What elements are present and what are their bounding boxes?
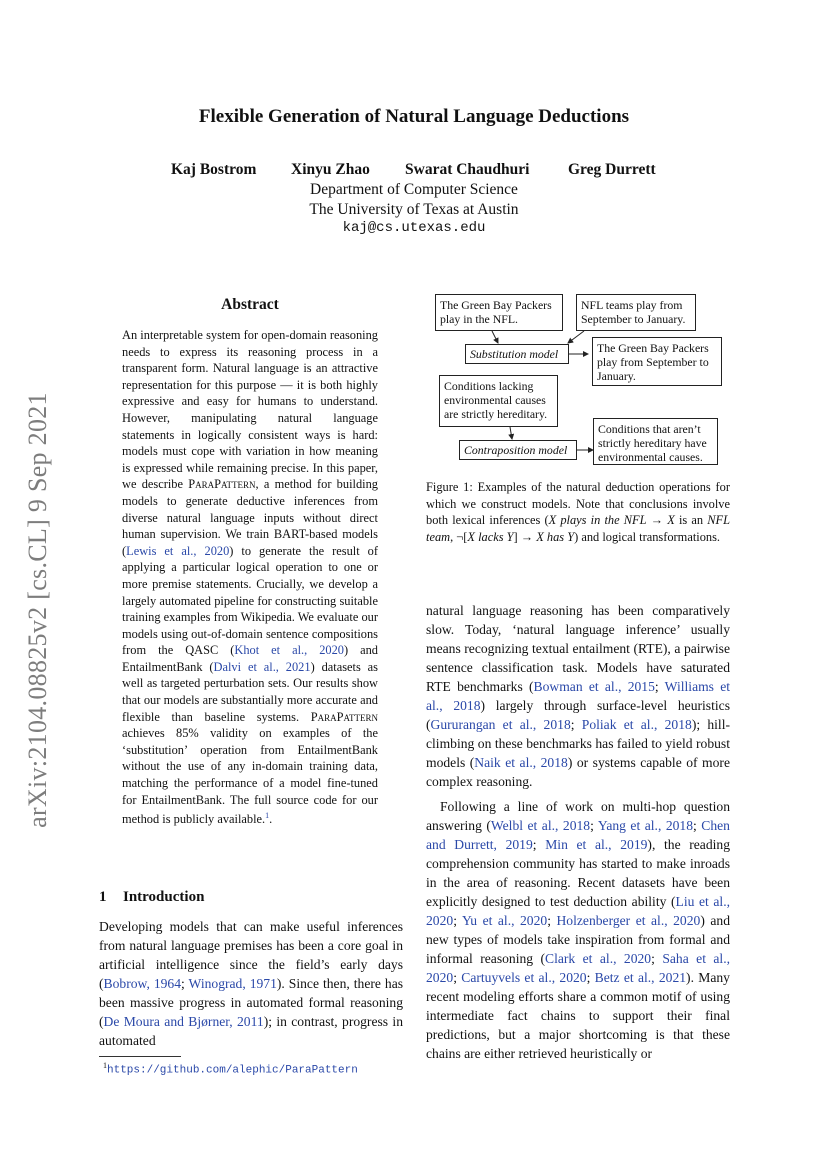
abstract-text: , a method for building models to generate deductive inferences from diverse natural language inputs without direct human supervision. We train BART-based models (: [122, 477, 378, 558]
citation-link[interactable]: Saha et al., 2020: [426, 951, 730, 985]
section-heading: [99, 889, 204, 906]
citation-link[interactable]: Poliak et al., 2018: [581, 717, 692, 732]
method-name: ParaPattern: [188, 477, 256, 492]
citation-link[interactable]: Lewis et al., 2020: [126, 543, 230, 558]
citation-link[interactable]: Welbl et al., 2018: [490, 818, 591, 833]
abstract-text: ) to generate the result of applying a particular logical operation to one or more premise statements. Crucially, we develop a largely automated pipeline for constructing suitable training examples from Wikipedia. We evaluate our models using out-of-domain sentence compositions from the QASC (: [122, 543, 379, 658]
citation-link[interactable]: Chen and Durrett, 2019: [426, 818, 730, 852]
body-text: ) and new types of models take inspiration from formal and informal reasoning (: [426, 913, 730, 966]
author-name: Greg Durrett: [568, 161, 656, 178]
caption-italic: X has Y: [536, 529, 575, 544]
footnote: [103, 1061, 358, 1077]
author-name: Swarat Chaudhuri: [405, 161, 530, 178]
abstract-text: An interpretable system for open-domain reasoning needs to express its reasoning process in a transparent form. Natural language is an attractive representation for this purpose — it is both highly expressive and easy for humans to understand. However, manipulating natural language statements in logically consistent ways is hard: models must cope with variation in how meaning is expressed while remaining precise. In this paper, we describe: [122, 328, 378, 492]
citation-link[interactable]: Gururangan et al., 2018: [430, 717, 571, 732]
citation-link[interactable]: Yu et al., 2020: [461, 913, 548, 928]
body-text: ;: [547, 913, 557, 928]
affiliation-university: The University of Texas at Austin: [309, 201, 519, 218]
right-column-body: [426, 601, 730, 1063]
caption-text: Figure 1: Examples of the natural deduction operations for which we construct models. Note that conclusions involve both lexical inferences (: [426, 480, 730, 528]
figure-caption: [426, 479, 730, 545]
body-text: ). Since then, there has been massive progress in automated formal reasoning (: [99, 976, 404, 1029]
citation-link[interactable]: Bowman et al., 2015: [533, 679, 655, 694]
citation-link[interactable]: Holzenberger et al., 2020: [556, 913, 701, 928]
caption-italic: X lacks Y: [467, 529, 514, 544]
caption-text: ) and logical transformations.: [574, 529, 721, 544]
affiliation-department: Department of Computer Science: [310, 181, 518, 198]
citation-link[interactable]: Min et al., 2019: [545, 837, 648, 852]
citation-link[interactable]: Williams et al., 2018: [426, 679, 730, 713]
citation-link[interactable]: Winograd, 1971: [188, 976, 277, 991]
body-text: ;: [181, 976, 189, 991]
body-text: ;: [654, 679, 665, 694]
caption-italic: NFL team: [426, 513, 730, 544]
footnote-number: 1: [103, 1061, 107, 1070]
body-text: Following a line of work on multi-hop question answering (: [426, 799, 730, 833]
caption-text: ] →: [513, 529, 537, 544]
body-text: ;: [586, 970, 595, 985]
body-text: ); hill-climbing on these benchmarks has failed to yield robust models (: [426, 717, 730, 770]
abstract-text: .: [269, 812, 273, 827]
body-text: Developing models that can make useful inferences from natural language premises has been a core goal in artificial intelligence since the field’s early days (: [99, 919, 403, 991]
citation-link[interactable]: Yang et al., 2018: [597, 818, 694, 833]
conclusion-box: Conditions that aren’t strictly hereditary have environmental causes.: [593, 418, 718, 465]
citation-link[interactable]: Khot et al., 2020: [234, 643, 344, 658]
caption-italic: X: [667, 513, 675, 528]
body-paragraph: [426, 601, 730, 791]
body-text: ;: [453, 913, 462, 928]
body-text: ), the reading comprehension community has started to make inroads in the area of reasoning. Recent datasets have been explicitly designed to test deduction ability (: [426, 837, 731, 909]
footnote-url[interactable]: https://github.com/alephic/ParaPattern: [107, 1064, 358, 1077]
body-text: ) or systems capable of more complex reasoning.: [426, 755, 730, 789]
premise-box: NFL teams play from September to January.: [576, 294, 696, 331]
body-paragraph: [426, 797, 730, 1063]
abstract-text: achieves 85% validity on examples of the ‘substitution’ operation from EntailmentBank without the use of any in-domain training data, matching the performance of a model fine-tuned for EntailmentBank. The full source code for our method is publicly available.: [122, 726, 378, 827]
body-text: ); in contrast, progress in automated: [99, 1014, 403, 1048]
body-text: natural language reasoning has been comparatively slow. Today, ‘natural language inference’ usually means recognizing textual entailment (RTE), a pairwise sentence classification task. Models have saturated RTE benchmarks (: [426, 603, 730, 694]
arxiv-stamp: [2, 375, 74, 845]
body-text: ). Many recent modeling efforts share a common motif of using intermediate fact chains to support their final predictions, but a major shortcoming is that these chains are either retrieved heuristically or: [426, 970, 730, 1061]
body-text: ;: [532, 837, 546, 852]
figure-diagram: [426, 290, 736, 470]
caption-text: →: [646, 513, 668, 528]
intro-paragraph: [99, 917, 403, 1050]
citation-link[interactable]: Naik et al., 2018: [474, 755, 568, 770]
footnote-marker[interactable]: 1: [265, 811, 270, 821]
citation-link[interactable]: Betz et al., 2021: [594, 970, 687, 985]
citation-link[interactable]: Clark et al., 2020: [545, 951, 652, 966]
section-number: 1: [99, 889, 107, 905]
caption-text: , ¬[: [450, 529, 468, 544]
operation-box: Substitution model: [465, 344, 569, 364]
operation-box: Contraposition model: [459, 440, 577, 460]
footnote-rule: [99, 1056, 181, 1057]
caption-text: is an: [674, 513, 708, 528]
paper-title: Flexible Generation of Natural Language Deductions: [198, 106, 630, 127]
conclusion-box: The Green Bay Packers play from September to January.: [592, 337, 722, 386]
citation-link[interactable]: Dalvi et al., 2021: [213, 659, 311, 674]
citation-link[interactable]: Liu et al., 2020: [426, 894, 731, 928]
premise-box: Conditions lacking environmental causes are strictly hereditary.: [439, 375, 558, 427]
arxiv-stamp-text: arXiv:2104.08825v2 [cs.CL] 9 Sep 2021: [23, 392, 53, 828]
abstract-text: ) and EntailmentBank (: [122, 643, 378, 674]
abstract-heading: Abstract: [221, 296, 279, 313]
abstract-text: ) datasets as well as targeted perturbation sets. Our results show that our models are substantially more accurate and flexible than baseline systems.: [122, 659, 378, 724]
section-title: Introduction: [123, 889, 205, 905]
method-name: ParaPattern: [310, 709, 378, 724]
body-text: ) largely through surface-level heuristics (: [426, 698, 730, 732]
body-text: ;: [651, 951, 663, 966]
caption-italic: X plays in the NFL: [548, 513, 647, 528]
abstract-body: [122, 327, 378, 828]
citation-link[interactable]: De Moura and Bjørner, 2011: [103, 1014, 264, 1029]
body-text: ;: [693, 818, 702, 833]
citation-link[interactable]: Bobrow, 1964: [103, 976, 182, 991]
author-list: [0, 161, 828, 183]
body-text: ;: [570, 717, 582, 732]
author-email: kaj@cs.utexas.edu: [342, 220, 486, 236]
author-name: Kaj Bostrom: [171, 161, 257, 178]
author-name: Xinyu Zhao: [291, 161, 370, 178]
body-text: ;: [590, 818, 598, 833]
body-text: ;: [453, 970, 462, 985]
citation-link[interactable]: Cartuyvels et al., 2020: [461, 970, 587, 985]
premise-box: The Green Bay Packers play in the NFL.: [435, 294, 563, 331]
